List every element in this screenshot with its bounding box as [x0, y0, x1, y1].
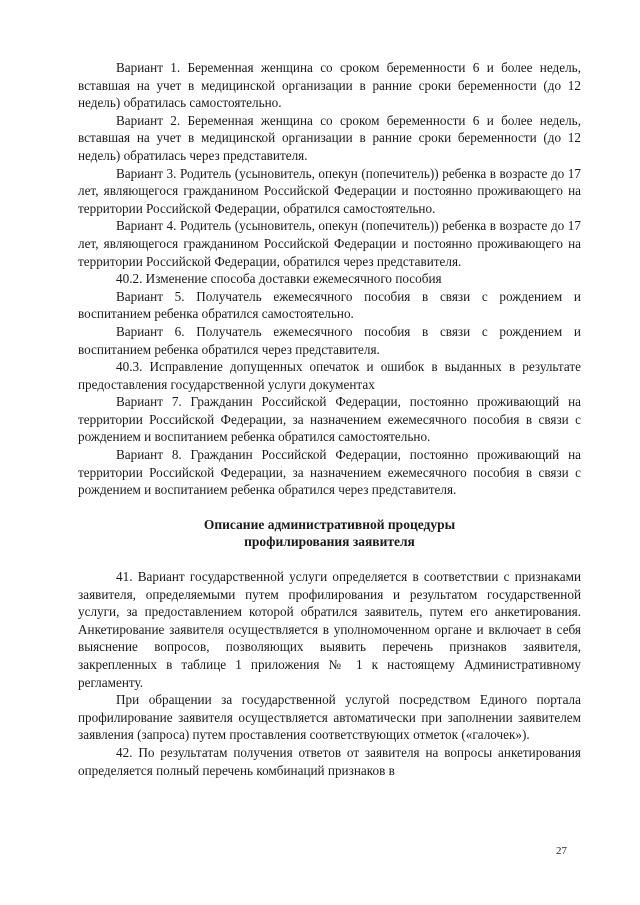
paragraph-portal-profiling: При обращении за государственной услугой посредством Единого портала профилирование заявителя осуществляется автоматически при заполнении заявителем заявления (запроса) путем проставления соответствующих отметок («галочек»). — [78, 692, 581, 743]
section-heading-line-2: профилирования заявителя — [244, 534, 415, 550]
page-number: 27 — [556, 845, 567, 857]
section-heading — [78, 516, 581, 551]
paragraph-variant-8: Вариант 8. Гражданин Российской Федерации, постоянно проживающий на территории Российской Федерации, за назначением ежемесячного пособия в связи с рождением и воспитанием ребенка обратился через представителя. — [78, 447, 581, 498]
paragraph-item-42: 42. По результатам получения ответов от заявителя на вопросы анкетирования определяется полный перечень комбинаций признаков в — [78, 744, 581, 778]
document-page — [78, 59, 581, 779]
paragraph-variant-3: Вариант 3. Родитель (усыновитель, опекун (попечитель)) ребенка в возрасте до 17 лет, являющегося гражданином Российской Федерации и постоянно проживающего на территории Российской Федерации, обратился самостоятельно. — [78, 165, 581, 216]
section-heading-line-1: Описание административной процедуры — [203, 516, 456, 532]
paragraph-variant-4: Вариант 4. Родитель (усыновитель, опекун (попечитель)) ребенка в возрасте до 17 лет, являющегося гражданином Российской Федерации и постоянно проживающего на территории Российской Федерации, обратился через представителя. — [78, 218, 581, 269]
paragraph-variant-2: Вариант 2. Беременная женщина со сроком беременности 6 и более недель, вставшая на учет в медицинской организации в ранние сроки беременности (до 12 недель) обратилась через представителя. — [78, 112, 581, 163]
paragraph-section-40-2: 40.2. Изменение способа доставки ежемесячного пособия — [116, 271, 442, 287]
paragraph-variant-7: Вариант 7. Гражданин Российской Федерации, постоянно проживающий на территории Российской Федерации, за назначением ежемесячного пособия в связи с рождением и воспитанием ребенка обратился самостоятельно. — [78, 394, 581, 445]
paragraph-variant-1: Вариант 1. Беременная женщина со сроком беременности 6 и более недель, вставшая на учет в медицинской организации в ранние сроки беременности (до 12 недель) обратилась самостоятельно. — [78, 60, 581, 111]
paragraph-section-40-3: 40.3. Исправление допущенных опечаток и ошибок в выданных в результате предоставления государственной услуги документах — [78, 359, 581, 392]
paragraph-item-41: 41. Вариант государственной услуги определяется в соответствии с признаками заявителя, определяемыми путем профилирования и результатом государственной услуги, за предоставлением которой обратился заявитель, путем его анкетирования. Анкетирование заявителя осуществляется в уполномоченном органе и включает в себя выяснение вопросов, позволяющих выявить перечень признаков заявителя, закрепленных в таблице 1 приложения № 1 к настоящему Административному регламенту. — [78, 569, 581, 690]
paragraph-variant-5: Вариант 5. Получатель ежемесячного пособия в связи с рождением и воспитанием ребенка обратился самостоятельно. — [78, 288, 581, 322]
paragraph-variant-6: Вариант 6. Получатель ежемесячного пособия в связи с рождением и воспитанием ребенка обратился через представителя. — [78, 323, 581, 357]
